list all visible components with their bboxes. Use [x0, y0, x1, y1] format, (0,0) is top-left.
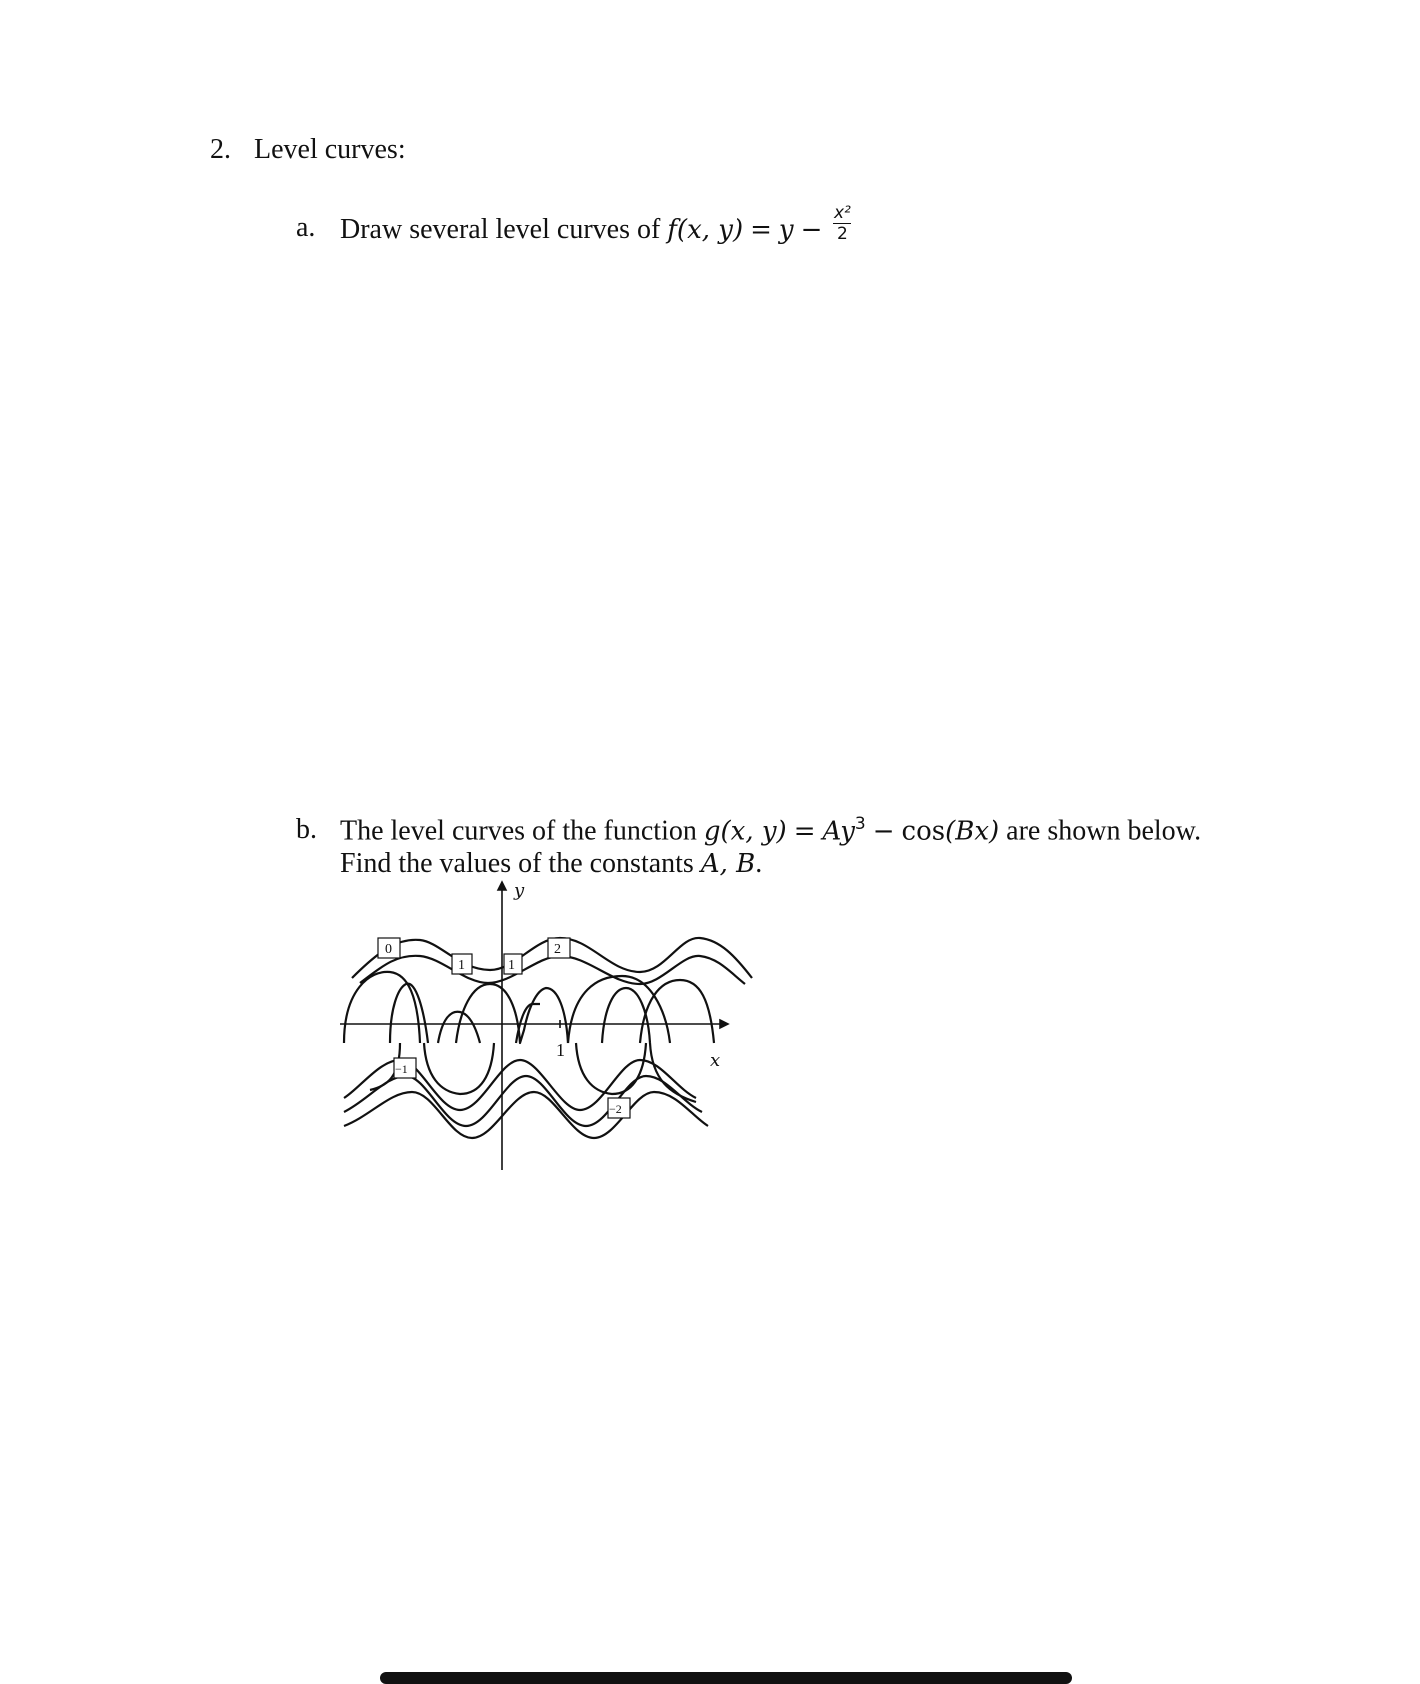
level-curve: [390, 984, 428, 1043]
part-b-line1: [340, 814, 1201, 847]
x-tick-label: 1: [556, 1040, 565, 1060]
x-axis-label: x: [710, 1050, 721, 1071]
g-symbol: g: [703, 816, 721, 847]
level-curve: [344, 1076, 702, 1126]
level-curve: [568, 976, 670, 1043]
level-curve: [344, 972, 420, 1043]
level-curves-figure: [340, 880, 780, 1180]
part-a-letter: a.: [296, 212, 316, 243]
level-label: 2: [554, 942, 561, 957]
level-curve: [602, 988, 650, 1043]
part-b-text1: The level curves of the function: [340, 815, 697, 847]
minus-sign-b: −: [872, 816, 895, 847]
level-curve: [640, 980, 714, 1043]
f-symbol: f: [667, 214, 677, 245]
period: .: [755, 848, 763, 879]
y-axis-label: y: [514, 880, 525, 901]
constants: A, B: [700, 849, 756, 879]
equals-sign-b: =: [793, 816, 816, 847]
part-a-body: [340, 203, 851, 251]
problem-heading: [210, 134, 406, 166]
problem-number: 2.: [210, 134, 231, 165]
exponent: 3: [854, 814, 866, 834]
fraction-denominator: 2: [836, 224, 848, 244]
part-b-line2: [340, 848, 762, 880]
fraction-numerator: x²: [833, 203, 851, 223]
level-label: 1: [458, 958, 465, 973]
level-curve: [424, 1043, 494, 1094]
cos-argument: (Bx): [945, 816, 1000, 847]
minus-sign: −: [800, 214, 823, 245]
fraction: [833, 204, 851, 243]
x-axis-arrow: [720, 1020, 728, 1028]
Ay-term: Ay: [822, 816, 855, 847]
y-symbol: y: [778, 214, 794, 245]
level-label: −1: [395, 1062, 408, 1076]
cos-function: cos: [901, 816, 946, 847]
level-label: −2: [609, 1102, 622, 1116]
g-args: (x, y): [720, 816, 787, 847]
part-b-line2-text: Find the values of the constants: [340, 848, 694, 879]
home-indicator-bar: [380, 1672, 1072, 1684]
level-label: 1: [508, 958, 515, 973]
level-curve: [456, 984, 568, 1043]
f-args: (x, y): [676, 214, 744, 245]
problem-title: Level curves:: [254, 134, 406, 165]
part-a-text: Draw several level curves of: [340, 213, 661, 245]
y-axis-arrow: [498, 882, 506, 890]
part-b-letter: b.: [296, 814, 317, 845]
part-b-text2: are shown below.: [1006, 815, 1202, 847]
level-curve: [360, 956, 745, 984]
equals-sign: =: [750, 214, 772, 245]
level-curve: [344, 1092, 708, 1138]
level-label: 0: [385, 942, 392, 957]
